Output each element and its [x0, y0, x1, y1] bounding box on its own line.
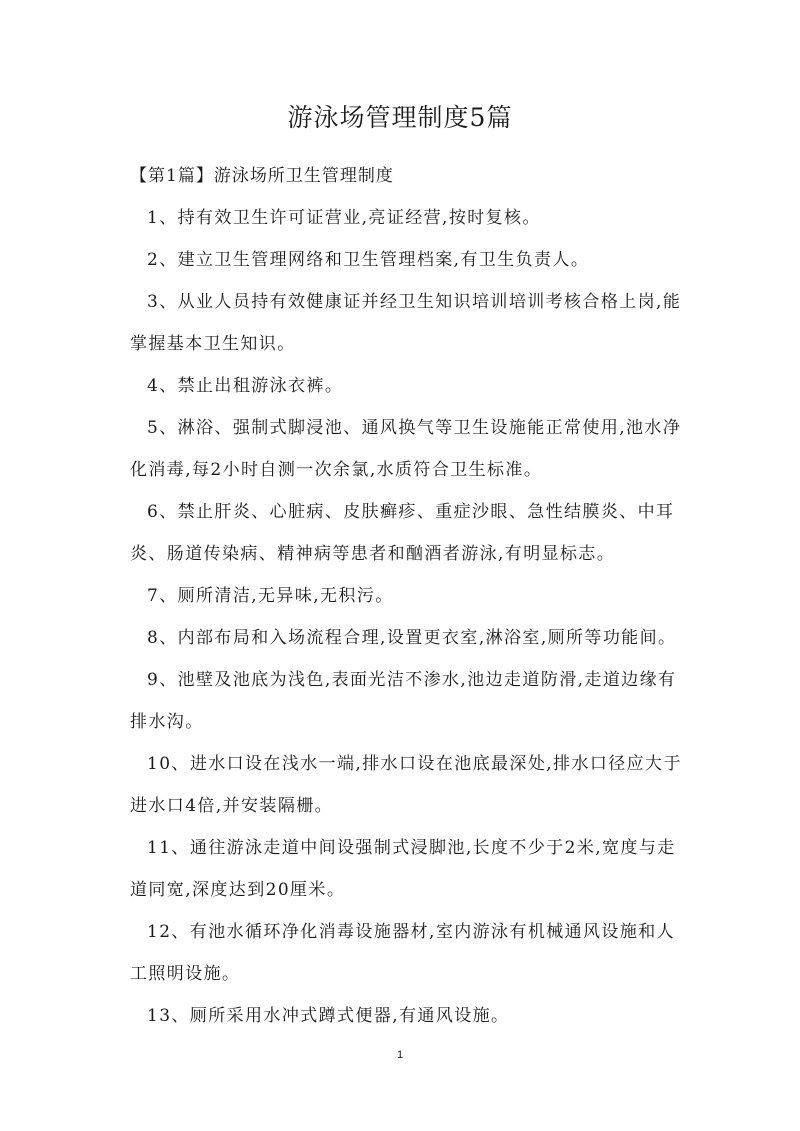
- document-body: [130, 155, 686, 1037]
- page-number: 1: [396, 1049, 404, 1061]
- clause-1: 1、持有效卫生许可证营业,亮证经营,按时复核。: [147, 208, 541, 228]
- clause-3: 3、从业人员持有效健康证并经卫生知识培训培训考核合格上岗,能掌握基本卫生知识。: [130, 292, 682, 354]
- document-title: 游泳场管理制度5篇: [287, 103, 513, 132]
- clause-11: 11、通往游泳走道中间设强制式浸脚池,长度不少于2米,宽度与走道同宽,深度达到20厘米。: [130, 838, 676, 900]
- clause-6: 6、禁止肝炎、心脏病、皮肤癣疹、重症沙眼、急性结膜炎、中耳炎、肠道传染病、精神病等患者和酗酒者游泳,有明显标志。: [130, 502, 675, 564]
- clause-7: 7、厕所清洁,无异味,无积污。: [147, 586, 394, 606]
- clause-2: 2、建立卫生管理网络和卫生管理档案,有卫生负责人。: [147, 250, 590, 270]
- clause-10: 10、进水口设在浅水一端,排水口设在池底最深处,排水口径应大于进水口4倍,并安装隔栅。: [130, 754, 682, 816]
- clause-5: 5、淋浴、强制式脚浸池、通风换气等卫生设施能正常使用,池水净化消毒,每2小时自测一次余氯,水质符合卫生标准。: [130, 418, 682, 480]
- clause-8: 8、内部布局和入场流程合理,设置更衣室,淋浴室,厕所等功能间。: [147, 628, 677, 648]
- clause-4: 4、禁止出租游泳衣裤。: [147, 376, 344, 396]
- section-heading: 【第1篇】游泳场所卫生管理制度: [130, 166, 394, 186]
- clause-12: 12、有池水循环净化消毒设施器材,室内游泳有机械通风设施和人工照明设施。: [130, 922, 676, 984]
- clause-9: 9、池壁及池底为浅色,表面光洁不渗水,池边走道防滑,走道边缘有排水沟。: [130, 670, 677, 732]
- clause-13: 13、厕所采用水冲式蹲式便器,有通风设施。: [147, 1006, 510, 1026]
